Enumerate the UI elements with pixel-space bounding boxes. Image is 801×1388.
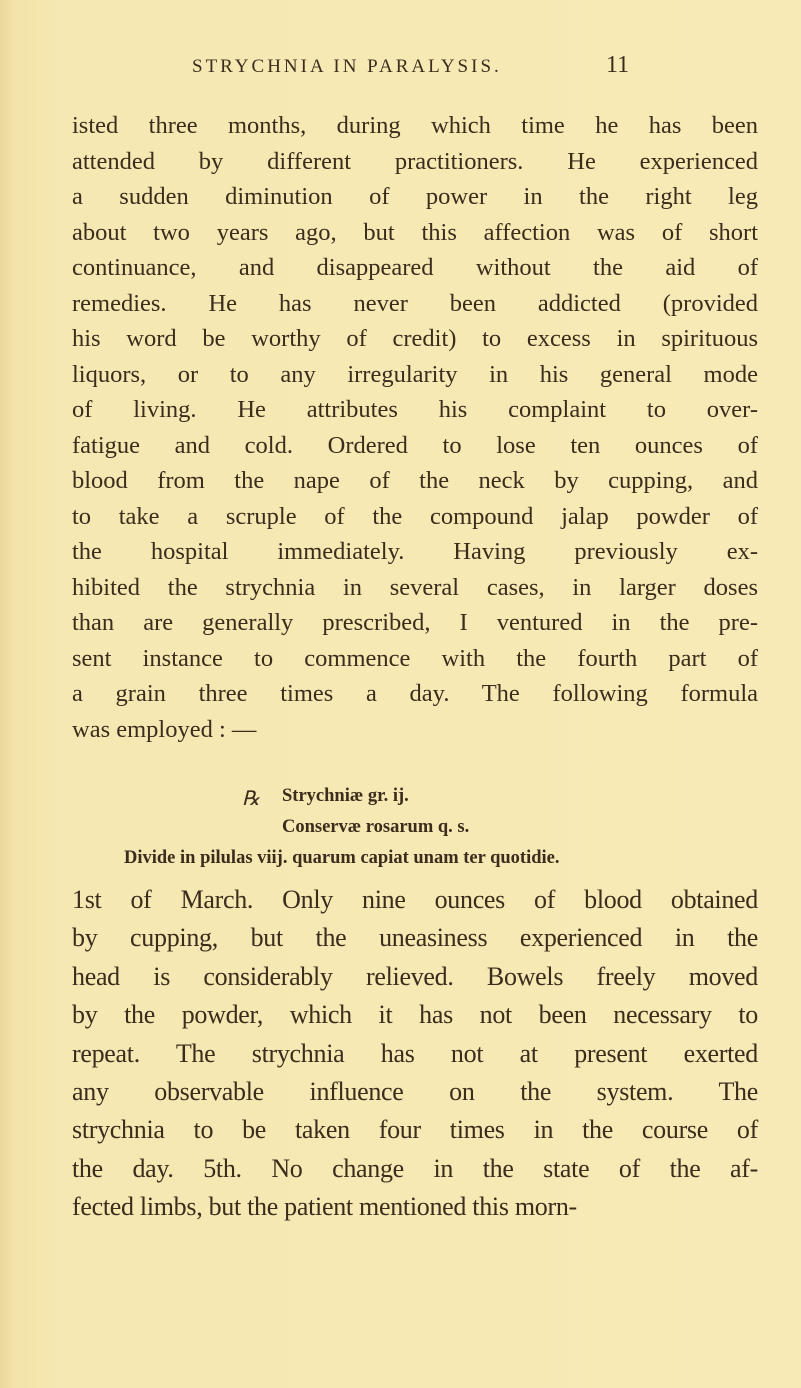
paragraph-case-history [72, 108, 758, 747]
text-line: attended by different practitioners. He experienced [72, 147, 758, 175]
text-line: remedies. He has never been addicted (provided [72, 289, 758, 317]
text-line: a grain three times a day. The following formula [72, 680, 758, 707]
text-line: isted three months, during which time he has been [72, 112, 758, 139]
text-line: the day. 5th. No change in the state of the af- [72, 1153, 758, 1183]
text-line: than are generally prescribed, I ventured in the pre- [72, 609, 758, 636]
running-header: STRYCHNIA IN PARALYSIS. [192, 56, 502, 77]
text-line: any observable influence on the system. The [72, 1076, 758, 1106]
text-line: fected limbs, but the patient mentioned this morn- [72, 1192, 577, 1222]
text-line: to take a scruple of the compound jalap powder of [72, 502, 758, 530]
paragraph-progress-notes [72, 881, 758, 1227]
text-line: liquors, or to any irregularity in his general mode [72, 360, 758, 388]
text-line: blood from the nape of the neck by cupping, and [72, 467, 758, 494]
page-number: 11 [606, 52, 630, 78]
text-line: of living. He attributes his complaint to over- [72, 396, 758, 423]
text-line: repeat. The strychnia has not at present exerted [72, 1038, 758, 1068]
text-line: by the powder, which it has not been necessary to [72, 1000, 758, 1030]
text-line: his word be worthy of credit) to excess in spirituous [72, 325, 758, 352]
text-line: by cupping, but the uneasiness experienced in the [72, 923, 758, 953]
prescription-line: Conservæ rosarum q. s. [282, 817, 470, 837]
text-line: the hospital immediately. Having previously ex- [72, 538, 758, 565]
text-line: continuance, and disappeared without the aid of [72, 254, 758, 281]
text-line: 1st of March. Only nine ounces of blood obtained [72, 885, 758, 914]
text-line: was employed : — [72, 715, 257, 743]
text-line: sent instance to commence with the fourth part of [72, 644, 758, 672]
prescription-line: Divide in pilulas viij. quarum capiat unam ter quotidie. [124, 848, 560, 868]
text-line: strychnia to be taken four times in the course of [72, 1115, 758, 1145]
prescription-line: Strychniæ gr. ij. [282, 786, 409, 806]
text-line: hibited the strychnia in several cases, in larger doses [72, 573, 758, 601]
text-line: fatigue and cold. Ordered to lose ten ounces of [72, 431, 758, 459]
recipe-symbol-icon: ℞ [242, 788, 260, 810]
text-line: about two years ago, but this affection was of short [72, 218, 758, 246]
text-line: a sudden diminution of power in the right leg [72, 183, 758, 210]
text-line: head is considerably relieved. Bowels freely moved [72, 961, 758, 991]
